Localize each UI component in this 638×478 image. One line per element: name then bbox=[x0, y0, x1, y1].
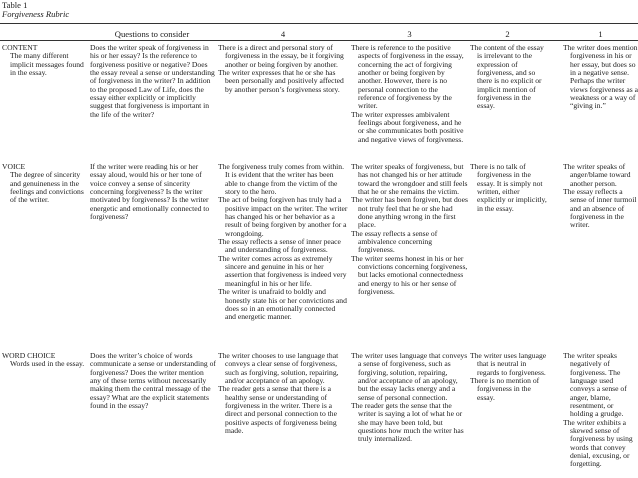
rubric-text: The writer exhibits a skewed sense of forgiveness by using words that convey denial, excusing, or forgetting. bbox=[563, 417, 633, 469]
score-3-cell bbox=[351, 44, 468, 144]
rubric-text: The act of being forgiven has truly had a positive impact on the writer. The writer has changed his or her behavior as a result of being forgiven by another for a wrongdoing. bbox=[218, 195, 348, 238]
rubric-text: The writer expresses that he or she has been personally and positively affected by another person’s forgiveness story. bbox=[218, 68, 344, 94]
rubric-text: The writer uses language that conveys a sense of forgiveness, such as forgiving, solution, repairing, and/or acceptance of an apology, but the essay lacks energy and a sense of personal connection. bbox=[351, 351, 468, 402]
questions-cell bbox=[90, 352, 216, 410]
header-questions: Questions to consider bbox=[114, 29, 190, 39]
rubric-text: The writer speaks of anger/blame toward another person. bbox=[563, 162, 631, 188]
rubric-text: There is reference to the positive aspects of forgiveness in the essay, concerning the act of forgiving another or being forgiven by another. However, there is no personal connection to the reference of forgiveness by the writer. bbox=[351, 43, 464, 111]
table-title: Forgiveness Rubric bbox=[2, 9, 70, 19]
rubric-text: The forgiveness truly comes from within. It is evident that the writer has been able to change from the victim of the story to the hero. bbox=[218, 162, 344, 197]
rubric-text: The writer does mention forgiveness in his or her essay, but does so in a negative sense. Perhaps the writer views forgiveness as a weakness or a way of “giving in.” bbox=[563, 43, 638, 111]
score-4-cell bbox=[218, 163, 348, 322]
rubric-text: The essay reflects a sense of ambivalence concerning forgiveness. bbox=[351, 228, 438, 255]
rubric-text: The reader gets a sense that there is a healthy sense or understanding of forgiveness in the writer. There is a direct and personal connection to the positive aspects of forgiveness being made. bbox=[218, 384, 337, 436]
score-2-cell bbox=[470, 352, 548, 402]
rubric-text: The writer speaks negatively of forgiveness. The language used conveys a sense of anger, blame, resentment, or holding a grudge. bbox=[563, 351, 627, 419]
score-1-cell bbox=[563, 44, 638, 111]
rubric-text: The writer expresses ambivalent feelings about forgiveness, and he or she communicates both positive and negative views of forgiveness. bbox=[351, 109, 464, 144]
header-score-1: 1 bbox=[598, 29, 603, 39]
rubric-text: Does the writer speak of forgiveness in his or her essay? Is the reference to forgiveness positive or negative? Does the essay reveal a sense or understanding of forgiveness in the writer? In addition to the proposed Law of Life, does the essay either explicitly or implicitly suggest that forgiveness is important in the life of the writer? bbox=[90, 43, 215, 119]
rubric-text: The writer chooses to use language that conveys a clear sense of forgiveness, such as forgiving, solution, repairing, and/or acceptance of an apology. bbox=[218, 351, 339, 386]
criterion-title: CONTENT bbox=[2, 43, 38, 52]
criterion-description: Words used in the essay. bbox=[10, 359, 85, 369]
header-rule bbox=[0, 40, 638, 41]
score-3-cell bbox=[351, 352, 468, 444]
header-score-4: 4 bbox=[280, 29, 286, 39]
rubric-text: Does the writer’s choice of words communicate a sense or understanding of forgiveness? Does the writer mention any of these terms without necessarily making them the central message of the essay? What are the explicit statements found in the essay? bbox=[90, 351, 216, 411]
rubric-text: If the writer were reading his or her essay aloud, would his or her tone of voice convey a sense of sincerity concerning forgiveness? Is the writer motivated by forgiveness? Is the writer energetic and emotionally connected to forgiveness? bbox=[90, 162, 210, 222]
rubric-text: The essay reflects a sense of inner turmoil and an absence of forgiveness in the writer. bbox=[563, 187, 637, 230]
questions-cell bbox=[90, 163, 216, 221]
rubric-text: There is a direct and personal story of forgiveness in the essay, be it forgiving another or being forgiven by another. bbox=[218, 43, 344, 69]
rubric-text: The reader gets the sense that the writer is saying a lot of what he or she may have been told, but questions how much the writer has truly internalized. bbox=[351, 401, 464, 444]
score-3-cell bbox=[351, 163, 468, 297]
rubric-text: The essay reflects a sense of inner peace and understanding of forgiveness. bbox=[218, 237, 341, 255]
table-number: Table 1 bbox=[2, 0, 28, 10]
top-rule bbox=[0, 23, 638, 24]
criterion-description: The many different implicit messages found in the essay. bbox=[10, 51, 84, 78]
criterion-title: VOICE bbox=[2, 162, 26, 171]
row-label bbox=[2, 352, 86, 369]
rubric-text: The writer speaks of forgiveness, but has not changed his or her attitude toward the wrongdoer and still feels that he or she remains the victim. bbox=[351, 162, 468, 197]
score-1-cell bbox=[563, 352, 638, 469]
questions-cell bbox=[90, 44, 216, 119]
rubric-text: The writer comes across as extremely sincere and genuine in his or her assertion that forgiveness is indeed very meaningful in his or her life. bbox=[218, 253, 347, 288]
rubric-text: There is no mention of forgiveness in the essay. bbox=[470, 376, 540, 402]
score-4-cell bbox=[218, 44, 348, 94]
rubric-text: The writer is unafraid to boldly and honestly state his or her convictions and does so in an emotionally connected and energetic manner. bbox=[218, 287, 347, 322]
score-2-cell bbox=[470, 163, 548, 213]
criterion-title: WORD CHOICE bbox=[2, 351, 56, 360]
rubric-text: The writer seems honest in his or her convictions concerning forgiveness, but lacks emotional connectedness and energy to his or her sense of forgiveness. bbox=[351, 253, 468, 297]
rubric-text: There is no talk of forgiveness in the essay. It is simply not written, either explicitly or implicitly, in the essay. bbox=[470, 162, 547, 213]
score-2-cell bbox=[470, 44, 548, 111]
rubric-text: The writer uses language that is neutral in regards to forgiveness. bbox=[470, 351, 547, 377]
header-score-3: 3 bbox=[407, 29, 412, 39]
rubric-text: The content of the essay is irrelevant to the expression of forgiveness, and so there is no explicit or implicit mention of forgiveness in the essay. bbox=[470, 43, 544, 111]
header-score-2: 2 bbox=[505, 29, 510, 39]
score-1-cell bbox=[563, 163, 638, 230]
score-4-cell bbox=[218, 352, 348, 435]
row-label bbox=[2, 44, 86, 77]
criterion-description: The degree of sincerity and genuineness in the feelings and convictions of the writer. bbox=[10, 170, 84, 205]
rubric-text: The writer has been forgiven, but does not truly feel that he or she had done anything wrong in the first place. bbox=[351, 195, 468, 230]
row-label bbox=[2, 163, 86, 205]
